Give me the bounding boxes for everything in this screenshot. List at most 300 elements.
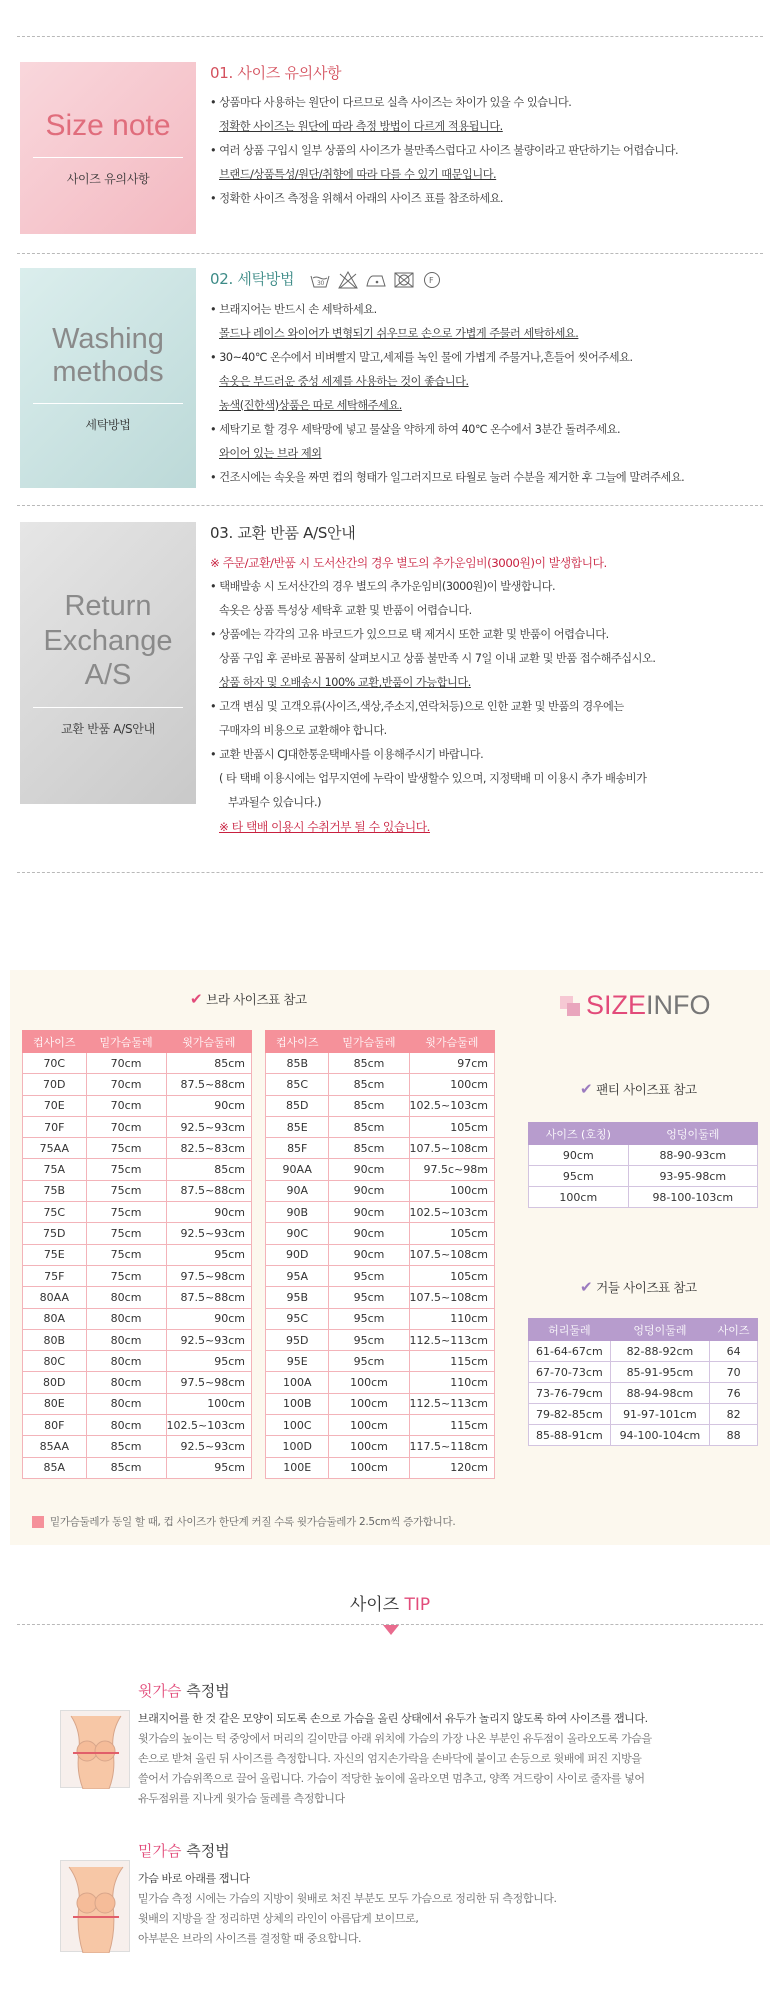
table-row	[23, 1308, 252, 1329]
table-cell: 80D	[23, 1372, 87, 1393]
bra-size-table-right	[265, 1030, 495, 1479]
table-row	[266, 1180, 495, 1201]
table-cell: 90cm	[166, 1095, 251, 1116]
table-cell: 97.5~98cm	[166, 1372, 251, 1393]
washing-section	[20, 268, 760, 488]
exchange-warning: ※ 타 택배 이용시 수취거부 될 수 있습니다.	[219, 820, 430, 834]
table-cell: 88-90-93cm	[628, 1145, 757, 1166]
table-row	[266, 1436, 495, 1457]
line: • 건조시에는 속옷을 짜면 컵의 형태가 일그러지므로 타월로 눌러 수분을 제거한 후 그늘에 말려주세요.	[210, 470, 685, 484]
pink-square-icon	[32, 1516, 44, 1528]
size-info-title-b: INFO	[646, 990, 711, 1020]
table-cell: 105cm	[409, 1265, 494, 1286]
table-row	[266, 1202, 495, 1223]
table-cell: 107.5~108cm	[409, 1287, 494, 1308]
table-row	[23, 1436, 252, 1457]
table-row	[23, 1138, 252, 1159]
size-info-title-a: SIZE	[586, 990, 647, 1020]
table-cell: 75D	[23, 1223, 87, 1244]
table-cell: 120cm	[409, 1457, 494, 1478]
table-cell: 100cm	[329, 1393, 409, 1414]
table-cell: 85cm	[329, 1074, 409, 1095]
box-title-line: Return	[64, 589, 152, 622]
size-note-box	[20, 62, 196, 234]
line: • 고객 변심 및 고객오류(사이즈,색상,주소지,연락처등)으로 인한 교환 및 반품의 경우에는	[210, 700, 624, 713]
lower-chest-text	[138, 1840, 758, 1949]
table-row	[23, 1095, 252, 1116]
box-title-line: Washing	[52, 322, 164, 355]
size-note-heading: 01. 사이즈 유의사항	[210, 64, 342, 82]
table-cell: 90B	[266, 1202, 329, 1223]
line: 브래지어를 한 것 같은 모양이 되도록 손으로 가슴을 올린 상태에서 유두가 놀리지 않도록 하여 사이즈를 잽니다.	[138, 1712, 648, 1725]
table-cell: 90cm	[329, 1223, 409, 1244]
exchange-box-title	[44, 589, 173, 693]
line: 윗배의 지방을 잘 정리하면 상체의 라인이 아름답게 보이므로,	[138, 1912, 419, 1925]
table-cell: 100E	[266, 1457, 329, 1478]
table-row	[23, 1202, 252, 1223]
table-cell: 90cm	[329, 1159, 409, 1180]
table-row	[23, 1372, 252, 1393]
table-cell: 85-91-95cm	[610, 1362, 710, 1383]
line: 몰드나 레이스 와이어가 변형되기 쉬우므로 손으로 가볍게 주물러 세탁하세요.	[219, 326, 579, 340]
col-header: 엉덩이둘레	[610, 1319, 710, 1341]
table-cell: 85cm	[86, 1457, 166, 1478]
check-icon: ✔	[190, 990, 203, 1008]
table-cell: 80cm	[86, 1308, 166, 1329]
line: 상품 구입 후 곧바로 꼼꼼히 살펴보시고 상품 불만족 시 7일 이내 교환 및 반품 접수해주십시오.	[219, 652, 656, 665]
table-row	[23, 1287, 252, 1308]
col-header: 밑가슴둘레	[86, 1031, 166, 1053]
table-cell: 80cm	[86, 1287, 166, 1308]
table-row	[529, 1383, 758, 1404]
table-cell: 95cm	[166, 1244, 251, 1265]
col-header: 컵사이즈	[266, 1031, 329, 1053]
exchange-section	[20, 522, 760, 834]
table-cell: 85-88-91cm	[529, 1425, 611, 1446]
table-cell: 112.5~113cm	[409, 1393, 494, 1414]
table-cell: 85AA	[23, 1436, 87, 1457]
line: • 상품마다 사용하는 원단이 다르므로 실측 사이즈는 차이가 있을 수 있습니다.	[210, 96, 572, 109]
box-rule	[33, 403, 183, 404]
table-row	[266, 1308, 495, 1329]
table-cell: 76	[710, 1383, 758, 1404]
check-icon: ✔	[580, 1080, 593, 1098]
bra-size-table-left	[22, 1030, 252, 1479]
table-row	[529, 1404, 758, 1425]
box-rule	[33, 157, 183, 158]
table-cell: 87.5~88cm	[166, 1180, 251, 1201]
line: 밑가슴 측정 시에는 가슴의 지방이 윗배로 처진 부분도 모두 가슴으로 정리한 뒤 측정합니다.	[138, 1892, 557, 1905]
table-cell: 80cm	[86, 1329, 166, 1350]
line: 속옷은 부드러운 중성 세제를 사용하는 것이 좋습니다.	[219, 374, 469, 388]
table-cell: 70F	[23, 1116, 87, 1137]
table-row	[23, 1329, 252, 1350]
col-header: 컵사이즈	[23, 1031, 87, 1053]
table-cell: 90A	[266, 1180, 329, 1201]
line: 와이어 있는 브라 제외	[219, 446, 322, 460]
table-cell: 95cm	[166, 1457, 251, 1478]
line: 구매자의 비용으로 교환해야 합니다.	[219, 724, 387, 737]
table-cell: 92.5~93cm	[166, 1223, 251, 1244]
table-cell: 90cm	[166, 1308, 251, 1329]
divider	[17, 36, 763, 37]
table-cell: 100cm	[329, 1436, 409, 1457]
lower-chest-heading-a: 밑가슴	[138, 1842, 182, 1860]
table-cell: 100B	[266, 1393, 329, 1414]
torso-icon	[61, 1861, 131, 1953]
table-cell: 105cm	[409, 1116, 494, 1137]
table-cell: 94-100-104cm	[610, 1425, 710, 1446]
tip-title	[0, 1590, 780, 1615]
hand-wash-icon	[309, 270, 331, 290]
table-cell: 70cm	[86, 1095, 166, 1116]
table-row	[23, 1415, 252, 1436]
no-tumble-dry-icon	[393, 270, 415, 290]
exchange-box-sub: 교환 반품 A/S안내	[61, 722, 155, 737]
table-cell: 95B	[266, 1287, 329, 1308]
table-cell: 70E	[23, 1095, 87, 1116]
col-header: 윗가슴둘레	[409, 1031, 494, 1053]
table-cell: 102.5~103cm	[409, 1202, 494, 1223]
table-row	[266, 1329, 495, 1350]
col-header: 밑가슴둘레	[329, 1031, 409, 1053]
table-cell: 95A	[266, 1265, 329, 1286]
table-cell: 73-76-79cm	[529, 1383, 611, 1404]
table-cell: 102.5~103cm	[166, 1415, 251, 1436]
exchange-box	[20, 522, 196, 804]
table-cell: 87.5~88cm	[166, 1074, 251, 1095]
table-cell: 90cm	[329, 1244, 409, 1265]
line: 부과될수 있습니다.)	[228, 796, 321, 809]
down-arrow-icon	[383, 1625, 399, 1635]
table-cell: 110cm	[409, 1308, 494, 1329]
dry-clean-icon	[421, 270, 443, 290]
table-row	[266, 1159, 495, 1180]
table-cell: 112.5~113cm	[409, 1329, 494, 1350]
line: 손으로 받쳐 올린 뒤 사이즈를 측정합니다. 자신의 엄지손가락을 손바닥에 붙이고 손등으로 윗배에 퍼진 지방을	[138, 1752, 642, 1765]
table-cell: 90cm	[529, 1145, 629, 1166]
washing-box-title	[52, 323, 164, 390]
table-cell: 80cm	[86, 1372, 166, 1393]
line: 브랜드/상품특성/원단/취향에 따라 다를 수 있기 때문입니다.	[219, 168, 497, 181]
table-cell: 90D	[266, 1244, 329, 1265]
table-cell: 80F	[23, 1415, 87, 1436]
table-cell: 75cm	[86, 1202, 166, 1223]
line: • 브래지어는 반드시 손 세탁하세요.	[210, 302, 377, 316]
table-cell: 100cm	[409, 1180, 494, 1201]
table-cell: 115cm	[409, 1351, 494, 1372]
col-header: 엉덩이둘레	[628, 1123, 757, 1145]
table-cell: 92.5~93cm	[166, 1116, 251, 1137]
table-cell: 75F	[23, 1265, 87, 1286]
line: 유두점위를 지나게 윗가슴 둘레를 측정합니다	[138, 1792, 345, 1805]
table-cell: 80C	[23, 1351, 87, 1372]
table-cell: 70cm	[86, 1074, 166, 1095]
table-row	[23, 1244, 252, 1265]
table-row	[23, 1180, 252, 1201]
size-note-section	[20, 62, 760, 237]
table-cell: 95cm	[529, 1166, 629, 1187]
girdle-size-table	[528, 1318, 758, 1446]
washing-heading: 02. 세탁방법	[210, 270, 295, 288]
washing-text	[210, 268, 770, 490]
table-cell: 80cm	[86, 1393, 166, 1414]
col-header: 윗가슴둘레	[166, 1031, 251, 1053]
table-cell: 75cm	[86, 1138, 166, 1159]
exchange-text	[210, 522, 770, 839]
table-row	[529, 1145, 758, 1166]
col-header: 사이즈 (호칭)	[529, 1123, 629, 1145]
divider	[17, 253, 763, 254]
table-row	[23, 1074, 252, 1095]
line: 아부분은 브라의 사이즈를 결정할 때 중요합니다.	[138, 1932, 362, 1945]
table-cell: 90cm	[329, 1202, 409, 1223]
table-row	[529, 1362, 758, 1383]
lower-chest-illustration	[60, 1860, 130, 1952]
table-cell: 97.5~98cm	[166, 1265, 251, 1286]
line: 상품 하자 및 오배송시 100% 교환,반품이 가능합니다.	[219, 676, 471, 689]
table-cell: 100cm	[329, 1372, 409, 1393]
upper-chest-heading	[138, 1680, 758, 1701]
table-cell: 90C	[266, 1223, 329, 1244]
table-cell: 75cm	[86, 1265, 166, 1286]
divider	[17, 505, 763, 506]
table-cell: 107.5~108cm	[409, 1138, 494, 1159]
line: ( 타 택배 이용시에는 업무지연에 누락이 발생할수 있으며, 지정택배 미 이용시 추가 배송비가	[219, 772, 647, 785]
size-footnote-text: 밑가슴둘레가 동일 할 때, 컵 사이즈가 한단계 커질 수록 윗가슴둘레가 2.5cm씩 증가합니다.	[50, 1516, 456, 1528]
table-cell: 95D	[266, 1329, 329, 1350]
table-row	[23, 1053, 252, 1074]
table-cell: 70cm	[86, 1053, 166, 1074]
tip-title-b: TIP	[404, 1595, 431, 1615]
bra-table-title	[190, 990, 307, 1008]
table-row	[266, 1393, 495, 1414]
table-row	[23, 1265, 252, 1286]
table-row	[266, 1372, 495, 1393]
line: • 30~40℃ 온수에서 비벼빨지 말고,세제를 녹인 물에 가볍게 주물거나,흔들어 씻어주세요.	[210, 350, 633, 364]
line: • 정확한 사이즈 측정을 위해서 아래의 사이즈 표를 참조하세요.	[210, 192, 504, 205]
box-title-line: A/S	[84, 659, 132, 692]
upper-chest-heading-b: 측정법	[181, 1682, 230, 1700]
line: 정확한 사이즈는 원단에 따라 측정 방법이 다르게 적용됩니다.	[219, 120, 503, 133]
table-cell: 80E	[23, 1393, 87, 1414]
girdle-table-title	[580, 1278, 697, 1296]
table-cell: 75cm	[86, 1180, 166, 1201]
table-cell: 85cm	[166, 1053, 251, 1074]
panty-table-title	[580, 1080, 697, 1098]
table-cell: 107.5~108cm	[409, 1244, 494, 1265]
table-cell: 85F	[266, 1138, 329, 1159]
table-row	[266, 1116, 495, 1137]
size-note-text	[210, 62, 770, 211]
table-cell: 100C	[266, 1415, 329, 1436]
table-cell: 95cm	[329, 1265, 409, 1286]
table-cell: 75AA	[23, 1138, 87, 1159]
table-cell: 85D	[266, 1095, 329, 1116]
table-cell: 80B	[23, 1329, 87, 1350]
table-cell: 70cm	[86, 1116, 166, 1137]
no-bleach-icon	[337, 270, 359, 290]
exchange-notice: ※ 주문/교환/반품 시 도서산간의 경우 별도의 추가운임비(3000원)이 발생합니다.	[210, 556, 607, 570]
table-cell: 75C	[23, 1202, 87, 1223]
line: • 여러 상품 구입시 일부 상품의 사이즈가 불만족스럽다고 사이즈 불량이라고 판단하기는 어렵습니다.	[210, 144, 679, 157]
iron-low-icon	[365, 270, 387, 290]
size-info-title	[560, 990, 711, 1021]
table-cell: 85C	[266, 1074, 329, 1095]
line: 쓸어서 가슴위쪽으로 끌어 올립니다. 가슴이 적당한 높이에 올라오면 멈추고, 양쪽 겨드랑이 사이로 줄자를 넣어	[138, 1772, 645, 1785]
table-cell: 95cm	[329, 1287, 409, 1308]
table-row	[266, 1074, 495, 1095]
table-cell: 95cm	[329, 1351, 409, 1372]
svg-text:F: F	[428, 275, 433, 285]
table-row	[266, 1223, 495, 1244]
lower-chest-heading-b: 측정법	[181, 1842, 230, 1860]
table-cell: 82-88-92cm	[610, 1341, 710, 1362]
table-row	[23, 1351, 252, 1372]
washing-heading-row	[210, 268, 770, 290]
check-icon: ✔	[580, 1278, 593, 1296]
divider	[17, 872, 763, 873]
table-row	[266, 1457, 495, 1478]
table-row	[266, 1351, 495, 1372]
table-cell: 95cm	[329, 1308, 409, 1329]
table-cell: 70D	[23, 1074, 87, 1095]
line: 속옷은 상품 특성상 세탁후 교환 및 반품이 어렵습니다.	[219, 604, 472, 617]
table-cell: 85cm	[166, 1159, 251, 1180]
table-cell: 93-95-98cm	[628, 1166, 757, 1187]
table-cell: 95cm	[166, 1351, 251, 1372]
table-cell: 75E	[23, 1244, 87, 1265]
size-note-box-sub: 사이즈 유의사항	[66, 172, 150, 187]
table-cell: 100cm	[329, 1457, 409, 1478]
table-row	[529, 1425, 758, 1446]
table-cell: 70	[710, 1362, 758, 1383]
table-cell: 85cm	[86, 1436, 166, 1457]
lower-chest-heading	[138, 1840, 758, 1861]
table-cell: 92.5~93cm	[166, 1329, 251, 1350]
table-cell: 100cm	[529, 1187, 629, 1208]
table-cell: 88	[710, 1425, 758, 1446]
line: 윗가슴의 높이는 턱 중앙에서 머리의 길이만큼 아래 위치에 가슴의 가장 나온 부분인 유두점이 올라오도록 가슴을	[138, 1732, 652, 1745]
washing-box	[20, 268, 196, 488]
table-row	[266, 1095, 495, 1116]
box-rule	[33, 707, 183, 708]
table-row	[529, 1166, 758, 1187]
table-cell: 98-100-103cm	[628, 1187, 757, 1208]
box-title-line: Exchange	[43, 624, 173, 657]
svg-text:30: 30	[316, 279, 324, 287]
line: 가슴 바로 아래를 잽니다	[138, 1872, 250, 1885]
table-cell: 80AA	[23, 1287, 87, 1308]
table-cell: 75cm	[86, 1223, 166, 1244]
tip-title-a: 사이즈	[349, 1595, 405, 1615]
box-title-line: methods	[52, 356, 164, 388]
table-cell: 82.5~83cm	[166, 1138, 251, 1159]
table-cell: 75A	[23, 1159, 87, 1180]
line: • 세탁기로 할 경우 세탁망에 넣고 물살을 약하게 하여 40℃ 온수에서 3분간 돌려주세요.	[210, 422, 621, 436]
table-cell: 79-82-85cm	[529, 1404, 611, 1425]
table-cell: 100cm	[166, 1393, 251, 1414]
table-cell: 82	[710, 1404, 758, 1425]
table-cell: 95C	[266, 1308, 329, 1329]
table-cell: 85cm	[329, 1095, 409, 1116]
table-cell: 102.5~103cm	[409, 1095, 494, 1116]
table-cell: 80A	[23, 1308, 87, 1329]
upper-chest-illustration	[60, 1710, 130, 1788]
table-cell: 85A	[23, 1457, 87, 1478]
table-cell: 97.5c~98m	[409, 1159, 494, 1180]
table-cell: 61-64-67cm	[529, 1341, 611, 1362]
table-cell: 80cm	[86, 1351, 166, 1372]
line: • 교환 반품시 CJ대한통운택배사를 이용해주시기 바랍니다.	[210, 748, 484, 761]
table-cell: 90cm	[166, 1202, 251, 1223]
table-row	[23, 1393, 252, 1414]
table-row	[23, 1159, 252, 1180]
table-cell: 117.5~118cm	[409, 1436, 494, 1457]
table-row	[266, 1415, 495, 1436]
table-cell: 70C	[23, 1053, 87, 1074]
table-cell: 75cm	[86, 1159, 166, 1180]
table-cell: 85cm	[329, 1138, 409, 1159]
table-cell: 100cm	[329, 1415, 409, 1436]
torso-icon	[61, 1711, 131, 1789]
table-cell: 100D	[266, 1436, 329, 1457]
table-row	[266, 1287, 495, 1308]
panty-size-table	[528, 1122, 758, 1208]
table-cell: 100cm	[409, 1074, 494, 1095]
table-row	[23, 1457, 252, 1478]
squares-icon	[560, 996, 580, 1016]
table-cell: 80cm	[86, 1415, 166, 1436]
upper-chest-heading-a: 윗가슴	[138, 1682, 182, 1700]
table-cell: 105cm	[409, 1223, 494, 1244]
washing-box-sub: 세탁방법	[85, 418, 131, 433]
table-cell: 92.5~93cm	[166, 1436, 251, 1457]
bra-table-title-text: 브라 사이즈표 참고	[206, 992, 307, 1007]
table-row	[266, 1244, 495, 1265]
col-header: 허리둘레	[529, 1319, 611, 1341]
table-cell: 85cm	[329, 1053, 409, 1074]
table-cell: 90AA	[266, 1159, 329, 1180]
table-row	[266, 1265, 495, 1286]
table-cell: 87.5~88cm	[166, 1287, 251, 1308]
line: 농색(진한색)상품은 따로 세탁해주세요.	[219, 398, 402, 412]
size-footnote	[32, 1514, 455, 1529]
panty-table-title-text: 팬티 사이즈표 참고	[596, 1082, 697, 1097]
table-cell: 90cm	[329, 1180, 409, 1201]
table-cell: 85E	[266, 1116, 329, 1137]
table-cell: 75cm	[86, 1244, 166, 1265]
table-cell: 67-70-73cm	[529, 1362, 611, 1383]
upper-chest-text	[138, 1680, 758, 1809]
table-cell: 75B	[23, 1180, 87, 1201]
table-row	[23, 1116, 252, 1137]
table-row	[529, 1341, 758, 1362]
table-cell: 88-94-98cm	[610, 1383, 710, 1404]
table-cell: 110cm	[409, 1372, 494, 1393]
girdle-table-title-text: 거들 사이즈표 참고	[596, 1280, 697, 1295]
col-header: 사이즈	[710, 1319, 758, 1341]
table-cell: 115cm	[409, 1415, 494, 1436]
line: • 택배발송 시 도서산간의 경우 별도의 추가운임비(3000원)이 발생합니다.	[210, 580, 556, 593]
table-cell: 85B	[266, 1053, 329, 1074]
care-icons	[309, 270, 443, 290]
table-cell: 95cm	[329, 1329, 409, 1350]
size-note-box-title: Size note	[45, 108, 171, 142]
table-cell: 64	[710, 1341, 758, 1362]
table-cell: 91-97-101cm	[610, 1404, 710, 1425]
table-cell: 95E	[266, 1351, 329, 1372]
